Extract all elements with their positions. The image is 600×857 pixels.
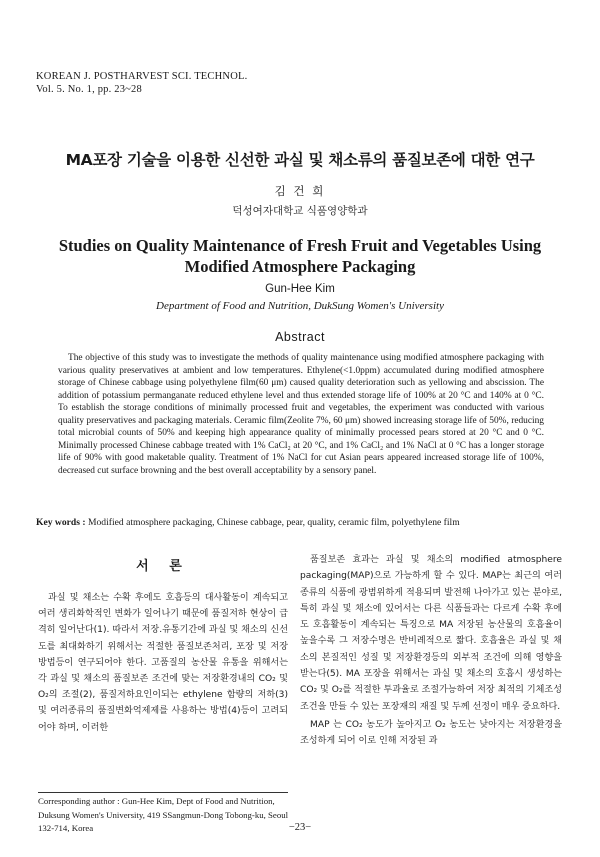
keywords-list: Modified atmosphere packaging, Chinese cabbage, pear, quality, ceramic film, polyethylene film [87, 517, 460, 528]
english-affiliation: Department of Food and Nutrition, DukSung Women's University [156, 300, 444, 312]
right-column [300, 552, 562, 750]
journal-volume: Vol. 5. No. 1, pp. 23~28 [36, 84, 142, 95]
journal-header [36, 70, 247, 96]
journal-name: KOREAN J. POSTHARVEST SCI. TECHNOL. [36, 71, 248, 82]
korean-title: MA포장 기술을 이용한 신선한 과실 및 채소류의 품질보존에 대한 연구 [65, 151, 535, 169]
intro-paragraph-right-2: MAP 는 CO₂ 농도가 높아지고 O₂ 농도는 낮아지는 저장환경을 조성하게 되어 이로 인해 저장된 과 [300, 719, 562, 747]
abstract-heading: Abstract [275, 330, 325, 344]
corresponding-author-note: Corresponding author : Gun-Hee Kim, Dept of Food and Nutrition, Duksung Women's University, 419 SSangmun-Dong Tobong-ku, Seoul 132-714, Korea [38, 796, 289, 833]
section-title-introduction: 서 론 [136, 559, 190, 574]
english-author: Gun-Hee Kim [265, 283, 335, 295]
english-title-line2: Modified Atmosphere Packaging [184, 257, 416, 276]
abstract-body: The objective of this study was to investigate the methods of quality maintenance using modified atmosphere packaging with various quality preservatives at ambient and low temperatures. Ethylene(<1.0ppm) accumulated during modified atmosphere storage of Chinese cabbage using polyethylene film(60 μm) caused quality deterioration such as yellowing and abscission. The addition of potassium permanganate reduced ethylene level and thus extended storage life of 100% at 20 °C and 140% at 0 °C. To establish the storage conditions of minimally processed fruit and vegetables, the experiment was conducted with various quality preservatives and packaging materials. Ceramic film(Zeolite 7%, 60 μm) showed increasing storage life of 50%, reducing total microbial counts of 50% and keeping high appearance quality of minimally processed pears stored at 20 °C and 0 °C. Minimally processed Chinese cabbage treated with 1% CaCl₂ at 20 °C, and 1% CaCl₂ and 1% NaCl at 0 °C has a longer storage life of 90% with good maketable quality. Treatment of 1% NaCl for cut Asian pears appeared increased storage life of 100%, decreased cut surface browning and the best overall acceptability by a sensory panel. [58, 353, 544, 476]
keywords [36, 517, 566, 529]
english-title [0, 235, 600, 277]
korean-affiliation: 덕성여자대학교 식품영양학과 [232, 205, 368, 217]
keywords-label: Key words : [36, 517, 86, 528]
footnote-divider [38, 792, 288, 793]
english-title-line1: Studies on Quality Maintenance of Fresh Fruit and Vegetables Using [58, 236, 542, 255]
korean-author: 김 건 희 [274, 184, 326, 198]
intro-paragraph-right-1: 품질보존 효과는 과실 및 채소의 modified atmosphere packaging(MAP)으로 가능하게 할 수 있다. MAP는 최근의 여러종류의 식품에 광범위하게 적용되며 발전해 나아가고 있는 분야로, 특히 과실 및 채소에 있어서는 다른 식품들과는 다르게 수확 후에도 호흡활동이 계속되는 특징으로 MA 저장된 농산물의 호흡율이 높을수록 그 저장수명은 반비례적으로 짧다. 호흡율은 과실 및 채소의 본질적인 성질 및 저장환경등의 외부적 조건에 의해 영향을 받는다(5). MA 포장을 위해서는 과실 및 채소의 호흡시 생성하는 CO₂ 및 O₂를 적절한 투과율로 조절가능하여 저장 최적의 기체조성조건을 만들 수 있는 포장재의 재질 및 두께 선정이 매우 중요하다. [300, 555, 562, 712]
left-column [38, 555, 288, 736]
intro-paragraph-left: 과실 및 채소는 수확 후에도 호흡등의 대사활동이 계속되고 여러 생리화학적인 변화가 일어나기 때문에 품질저하 현상이 급격히 일어난다(1). 따라서 저장.유통기간에 과실 및 채소의 신선도를 최대화하기 위해서는 적절한 품질보존처리, 포장 및 저장방법등이 연구되어야 한다. 고품질의 농산물 유통을 위해서는 각 과실 및 채소의 품질보존 조건에 맞는 저장환경내의 CO₂ 및 O₂의 조절(2), 품질저하요인이되는 ethylene 함량의 저하(3) 및 여러종류의 품질변화억제제를 사용하는 방법(4)등이 고려되어야 하며, 이러한 [38, 593, 288, 733]
page-number: −23− [288, 822, 312, 833]
